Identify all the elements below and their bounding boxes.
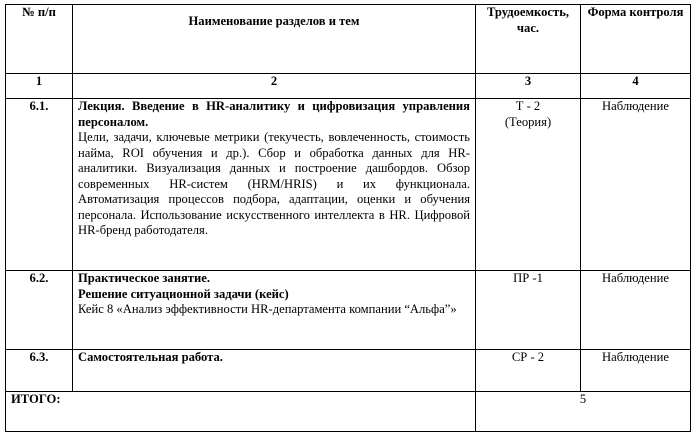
header-number: № п/п bbox=[6, 5, 73, 74]
table-row bbox=[6, 350, 691, 392]
row-hours bbox=[476, 99, 581, 271]
column-number: 1 bbox=[6, 74, 73, 99]
column-number: 4 bbox=[581, 74, 691, 99]
row-control-form: Наблюдение bbox=[581, 271, 691, 350]
curriculum-table bbox=[5, 4, 691, 432]
row-description: Цели, задачи, ключевые метрики (текучесть, вовлеченность, стоимость найма, ROI обучения и др.). Сбор и обработка данных для HR-аналитики. Визуализация данных и построение дашбордов. Обзор современных HR-систем (HRM/HRIS) и их функционала. Автоматизация процессов подбора, адаптации, оценки и обучения персонала. Использование искусственного интеллекта в HR. Цифровой HR-бренд работодателя. bbox=[78, 130, 470, 237]
row-number: 6.2. bbox=[6, 271, 73, 350]
row-content bbox=[73, 271, 476, 350]
table-row bbox=[6, 99, 691, 271]
row-content bbox=[73, 350, 476, 392]
row-control-form: Наблюдение bbox=[581, 350, 691, 392]
column-number: 3 bbox=[476, 74, 581, 99]
row-hours: СР - 2 bbox=[476, 350, 581, 392]
column-number-row bbox=[6, 74, 691, 99]
row-heading: Практическое занятие. bbox=[78, 271, 210, 285]
row-subheading: Решение ситуационной задачи (кейс) bbox=[78, 286, 289, 301]
total-label: ИТОГО: bbox=[6, 392, 476, 432]
row-heading: Самостоятельная работа. bbox=[78, 350, 223, 364]
column-number: 2 bbox=[73, 74, 476, 99]
header-title: Наименование разделов и тем bbox=[73, 5, 476, 74]
row-heading: Лекция. Введение в HR-аналитику и цифровизация управления персоналом. bbox=[78, 99, 470, 129]
row-number: 6.3. bbox=[6, 350, 73, 392]
row-number: 6.1. bbox=[6, 99, 73, 271]
header-control-form: Форма контроля bbox=[581, 5, 691, 74]
total-value: 5 bbox=[476, 392, 691, 432]
table-header-row bbox=[6, 5, 691, 74]
total-row bbox=[6, 392, 691, 432]
hours-value: Т - 2 bbox=[515, 99, 541, 113]
table-row bbox=[6, 271, 691, 350]
row-content bbox=[73, 99, 476, 271]
row-hours: ПР -1 bbox=[476, 271, 581, 350]
header-hours: Трудоемкость, час. bbox=[476, 5, 581, 74]
row-description: Кейс 8 «Анализ эффективности HR-департамента компании “Альфа”» bbox=[78, 302, 457, 316]
row-control-form: Наблюдение bbox=[581, 99, 691, 271]
hours-note: (Теория) bbox=[504, 114, 552, 129]
